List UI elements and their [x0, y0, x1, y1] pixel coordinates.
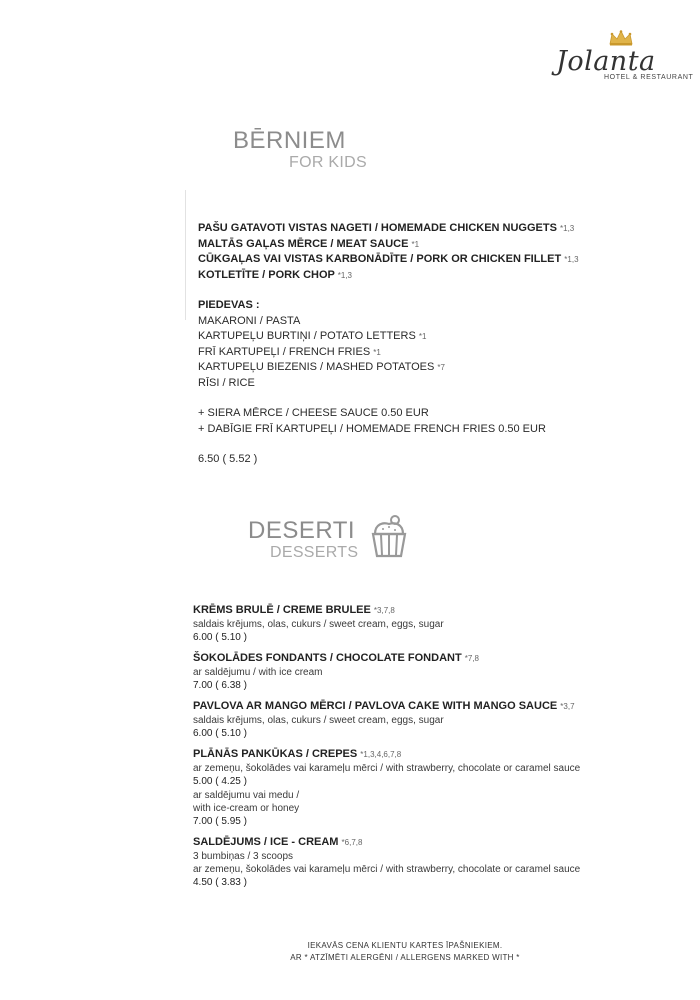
extra-item: + DABĪGIE FRĪ KARTUPEĻI / HOMEMADE FRENCH FRIES 0.50 EUR — [198, 422, 546, 435]
dessert-description: 3 bumbiņas / 3 scoops — [193, 851, 294, 862]
kids-heading — [233, 128, 367, 172]
kids-price: 6.50 ( 5.52 ) — [198, 453, 258, 465]
kids-subtitle: FOR KIDS — [289, 154, 367, 171]
kids-extras — [198, 406, 678, 437]
dessert-item — [193, 699, 683, 741]
kids-mains — [198, 221, 678, 283]
kids-menu — [198, 221, 678, 468]
dessert-price: 7.00 ( 5.95 ) — [193, 816, 247, 827]
side-item: MAKARONI / PASTA — [198, 314, 301, 327]
footer-line: AR * ATZĪMĒTI ALERGĒNI / ALLERGENS MARKED WITH * — [290, 953, 520, 962]
dessert-description: ar zemeņu, šokolādes vai karameļu mērci / with strawberry, chocolate or caramel sauce — [193, 763, 581, 774]
dessert-title: PLĀNĀS PANKŪKAS / CREPES *1,3,4,6,7,8 — [193, 748, 402, 760]
dessert-price: 6.00 ( 5.10 ) — [193, 728, 247, 739]
sides-heading: PIEDEVAS : — [198, 299, 260, 311]
logo-tagline: HOTEL & RESTAURANT — [604, 74, 694, 81]
dessert-item — [193, 835, 683, 890]
side-item: KARTUPEĻU BURTIŅI / POTATO LETTERS *1 — [198, 330, 427, 342]
menu-item: MALTĀS GAĻAS MĒRCE / MEAT SAUCE *1 — [198, 237, 420, 250]
dessert-price: 5.00 ( 4.25 ) — [193, 776, 247, 787]
dessert-description: saldais krējums, olas, cukurs / sweet cream, eggs, sugar — [193, 715, 444, 726]
side-item: RĪSI / RICE — [198, 376, 255, 389]
dessert-description: saldais krējums, olas, cukurs / sweet cream, eggs, sugar — [193, 619, 444, 630]
menu-item: PAŠU GATAVOTI VISTAS NAGETI / HOMEMADE CHICKEN NUGGETS *1,3 — [198, 222, 575, 234]
dessert-title: KRĒMS BRULĒ / CREME BRULEE *3,7,8 — [193, 604, 395, 616]
menu-item: CŪKGAĻAS VAI VISTAS KARBONĀDĪTE / PORK OR CHICKEN FILLET *1,3 — [198, 253, 579, 265]
dessert-item — [193, 747, 683, 829]
desserts-subtitle: DESSERTS — [270, 544, 359, 561]
divider-line — [185, 190, 186, 320]
dessert-price: 4.50 ( 3.83 ) — [193, 877, 247, 888]
cupcake-icon — [369, 514, 409, 558]
logo-name: Jolanta — [556, 46, 656, 77]
footer-note — [0, 940, 700, 964]
menu-item: KOTLETĪTE / PORK CHOP *1,3 — [198, 268, 352, 281]
dessert-price: 6.00 ( 5.10 ) — [193, 632, 247, 643]
dessert-description: ar saldējumu / with ice cream — [193, 667, 323, 678]
desserts-heading — [248, 518, 358, 562]
kids-title: BĒRNIEM — [233, 127, 346, 154]
logo — [556, 30, 694, 90]
desserts-menu — [193, 603, 683, 896]
kids-sides — [198, 314, 678, 392]
side-item: KARTUPEĻU BIEZENIS / MASHED POTATOES *7 — [198, 361, 445, 373]
footer-line: IEKAVĀS CENA KLIENTU KARTES ĪPAŠNIEKIEM. — [307, 941, 503, 950]
dessert-description: ar zemeņu, šokolādes vai karameļu mērci / with strawberry, chocolate or caramel sauce — [193, 864, 581, 875]
dessert-price: 7.00 ( 6.38 ) — [193, 680, 247, 691]
dessert-title: PAVLOVA AR MANGO MĒRCI / PAVLOVA CAKE WITH MANGO SAUCE *3,7 — [193, 700, 575, 712]
dessert-description: ar saldējumu vai medu / — [193, 790, 300, 801]
dessert-item — [193, 651, 683, 693]
dessert-item — [193, 603, 683, 645]
crown-icon — [608, 30, 634, 46]
dessert-title: ŠOKOLĀDES FONDANTS / CHOCOLATE FONDANT *7,8 — [193, 652, 479, 664]
dessert-title: SALDĒJUMS / ICE - CREAM *6,7,8 — [193, 836, 363, 848]
dessert-description: with ice-cream or honey — [193, 803, 300, 814]
desserts-title: DESERTI — [248, 517, 356, 544]
side-item: FRĪ KARTUPEĻI / FRENCH FRIES *1 — [198, 345, 381, 358]
extra-item: + SIERA MĒRCE / CHEESE SAUCE 0.50 EUR — [198, 407, 429, 419]
